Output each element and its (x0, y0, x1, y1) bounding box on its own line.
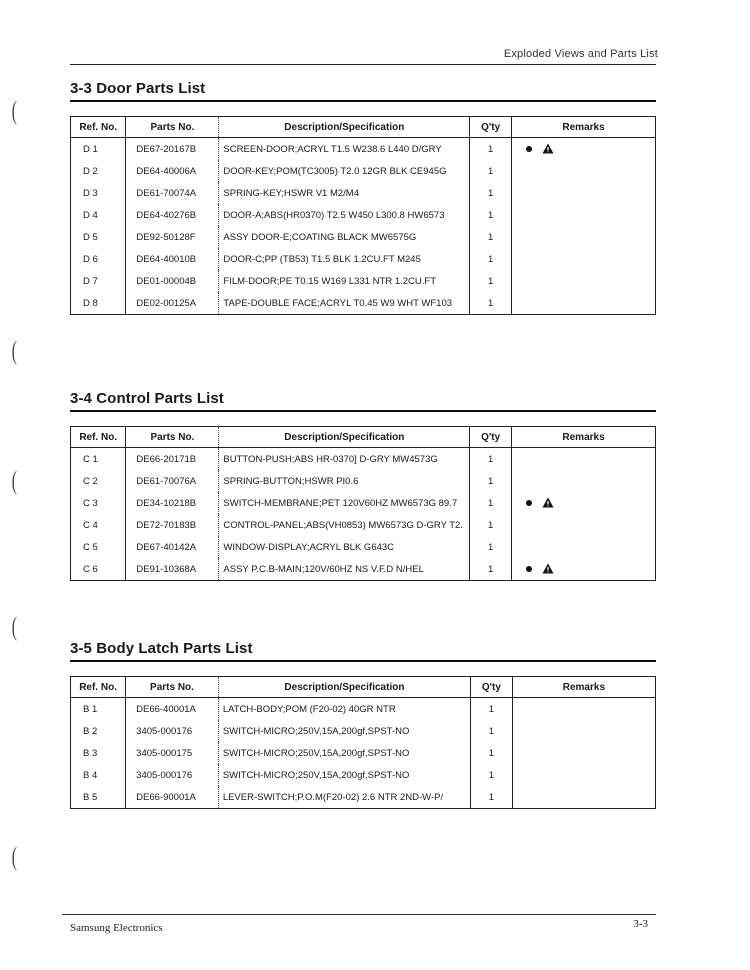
column-header-remarks: Remarks (512, 117, 656, 138)
footer-company: Samsung Electronics (70, 922, 163, 934)
section-control-parts (70, 390, 656, 581)
cell-remarks (512, 492, 656, 514)
cell-ref: D 7 (71, 270, 126, 292)
header-rule (70, 64, 656, 65)
cell-desc: WINDOW-DISPLAY;ACRYL BLK G643C (219, 536, 470, 558)
cell-desc: SPRING-KEY;HSWR V1 M2/M4 (219, 182, 470, 204)
cell-remarks (512, 742, 655, 764)
cell-remarks (512, 720, 655, 742)
table-row (71, 248, 656, 270)
cell-qty: 1 (470, 448, 512, 471)
cell-remarks (512, 138, 656, 161)
cell-ref: B 2 (71, 720, 126, 742)
cell-qty: 1 (471, 720, 513, 742)
binder-hole-mark: ( (11, 612, 17, 641)
column-header-ref: Ref. No. (71, 117, 126, 138)
cell-desc: SWITCH-MICRO;250V,15A,200gf,SPST-NO (218, 764, 470, 786)
cell-desc: LATCH-BODY;POM (F20-02) 40GR NTR (218, 698, 470, 721)
warning-icon (542, 143, 554, 154)
cell-ref: D 2 (71, 160, 126, 182)
cell-qty: 1 (471, 786, 513, 809)
cell-remarks (512, 536, 656, 558)
cell-part: DE92-50128F (126, 226, 219, 248)
cell-part: DE91-10368A (126, 558, 219, 581)
table-row (71, 764, 656, 786)
cell-ref: C 5 (71, 536, 126, 558)
table-row (71, 182, 656, 204)
table-row (71, 492, 656, 514)
cell-qty: 1 (470, 514, 512, 536)
parts-table (70, 676, 656, 809)
binder-hole-mark: ( (11, 466, 17, 495)
table-header-row (71, 677, 656, 698)
cell-part: DE34-10218B (126, 492, 219, 514)
cell-remarks (512, 448, 656, 471)
cell-part: DE66-90001A (126, 786, 219, 809)
section-title: 3-3 Door Parts List (70, 80, 656, 102)
cell-desc: SWITCH-MICRO;250V,15A,200gf,SPST-NO (218, 720, 470, 742)
cell-qty: 1 (470, 536, 512, 558)
cell-remarks (512, 160, 656, 182)
column-header-remarks: Remarks (512, 677, 655, 698)
cell-remarks (512, 558, 656, 581)
column-header-qty: Q'ty (470, 117, 512, 138)
binder-hole-mark: ( (11, 336, 17, 365)
cell-remarks (512, 182, 656, 204)
warning-icon (542, 563, 554, 574)
cell-qty: 1 (470, 138, 512, 161)
table-row (71, 470, 656, 492)
table-row (71, 138, 656, 161)
cell-ref: C 3 (71, 492, 126, 514)
cell-ref: C 6 (71, 558, 126, 581)
cell-qty: 1 (470, 160, 512, 182)
cell-qty: 1 (470, 292, 512, 315)
cell-desc: DOOR-C;PP (TB53) T1.5 BLK 1.2CU.FT M245 (219, 248, 470, 270)
cell-desc: ASSY DOOR-E;COATING BLACK MW6575G (219, 226, 470, 248)
cell-part: DE02-00125A (126, 292, 219, 315)
cell-part: DE61-70076A (126, 470, 219, 492)
cell-part: 3405-000176 (126, 764, 219, 786)
cell-ref: D 3 (71, 182, 126, 204)
cell-qty: 1 (470, 470, 512, 492)
section-body-latch-parts (70, 640, 656, 809)
cell-ref: B 4 (71, 764, 126, 786)
cell-part: DE64-40006A (126, 160, 219, 182)
parts-table (70, 426, 656, 581)
cell-remarks (512, 204, 656, 226)
table-row (71, 226, 656, 248)
cell-ref: C 2 (71, 470, 126, 492)
table-header-row (71, 427, 656, 448)
cell-desc: ASSY P.C.B-MAIN;120V/60HZ NS V.F.D N/HEL (219, 558, 470, 581)
cell-remarks (512, 786, 655, 809)
cell-part: DE66-40001A (126, 698, 219, 721)
table-row (71, 270, 656, 292)
column-header-desc: Description/Specification (219, 427, 470, 448)
column-header-ref: Ref. No. (71, 677, 126, 698)
table-row (71, 742, 656, 764)
column-header-desc: Description/Specification (218, 677, 470, 698)
cell-remarks (512, 248, 656, 270)
column-header-ref: Ref. No. (71, 427, 126, 448)
cell-qty: 1 (470, 204, 512, 226)
binder-hole-mark: ( (11, 96, 17, 125)
column-header-remarks: Remarks (512, 427, 656, 448)
cell-remarks (512, 470, 656, 492)
page-header: Exploded Views and Parts List (503, 48, 658, 60)
parts-table (70, 116, 656, 315)
service-part-dot-icon (526, 500, 532, 506)
cell-desc: FILM-DOOR;PE T0.15 W169 L331 NTR 1.2CU.FT (219, 270, 470, 292)
column-header-qty: Q'ty (471, 677, 513, 698)
cell-ref: D 8 (71, 292, 126, 315)
cell-desc: DOOR-A;ABS(HR0370) T2.5 W450 L300.8 HW6573 (219, 204, 470, 226)
column-header-part: Parts No. (126, 427, 219, 448)
section-title: 3-5 Body Latch Parts List (70, 640, 656, 662)
table-row (71, 786, 656, 809)
table-header-row (71, 117, 656, 138)
table-row (71, 720, 656, 742)
table-row (71, 536, 656, 558)
cell-desc: CONTROL-PANEL;ABS(VH0853) MW6573G D-GRY T2. (219, 514, 470, 536)
table-row (71, 292, 656, 315)
binder-hole-mark: ( (11, 842, 17, 871)
cell-ref: D 6 (71, 248, 126, 270)
warning-icon (542, 497, 554, 508)
cell-ref: B 1 (71, 698, 126, 721)
cell-remarks (512, 292, 656, 315)
service-part-dot-icon (526, 146, 532, 152)
cell-part: 3405-000175 (126, 742, 219, 764)
cell-qty: 1 (470, 182, 512, 204)
cell-part: DE67-20167B (126, 138, 219, 161)
table-row (71, 558, 656, 581)
cell-qty: 1 (470, 226, 512, 248)
cell-qty: 1 (470, 492, 512, 514)
cell-part: DE66-20171B (126, 448, 219, 471)
column-header-part: Parts No. (126, 117, 219, 138)
cell-remarks (512, 698, 655, 721)
cell-ref: B 5 (71, 786, 126, 809)
cell-ref: D 4 (71, 204, 126, 226)
cell-ref: B 3 (71, 742, 126, 764)
column-header-desc: Description/Specification (219, 117, 470, 138)
cell-remarks (512, 270, 656, 292)
cell-remarks (512, 226, 656, 248)
cell-desc: LEVER-SWITCH;P.O.M(F20-02) 2.6 NTR 2ND-W-P/ (218, 786, 470, 809)
column-header-qty: Q'ty (470, 427, 512, 448)
section-door-parts (70, 80, 656, 315)
section-title: 3-4 Control Parts List (70, 390, 656, 412)
cell-desc: TAPE-DOUBLE FACE;ACRYL T0.45 W9 WHT WF103 (219, 292, 470, 315)
table-row (71, 448, 656, 471)
service-part-dot-icon (526, 566, 532, 572)
cell-qty: 1 (471, 764, 513, 786)
table-row (71, 204, 656, 226)
cell-ref: C 1 (71, 448, 126, 471)
column-header-part: Parts No. (126, 677, 219, 698)
cell-part: DE64-40010B (126, 248, 219, 270)
footer-rule (62, 914, 656, 915)
cell-part: DE61-70074A (126, 182, 219, 204)
cell-desc: SCREEN-DOOR;ACRYL T1.5 W238.6 L440 D/GRY (219, 138, 470, 161)
table-row (71, 698, 656, 721)
cell-desc: SWITCH-MICRO;250V,15A,200gf,SPST-NO (218, 742, 470, 764)
cell-qty: 1 (471, 742, 513, 764)
cell-part: DE72-70183B (126, 514, 219, 536)
cell-part: DE67-40142A (126, 536, 219, 558)
cell-qty: 1 (471, 698, 513, 721)
cell-desc: DOOR-KEY;POM(TC3005) T2.0 12GR BLK CE945G (219, 160, 470, 182)
cell-ref: C 4 (71, 514, 126, 536)
table-row (71, 160, 656, 182)
table-row (71, 514, 656, 536)
cell-qty: 1 (470, 248, 512, 270)
cell-qty: 1 (470, 558, 512, 581)
cell-desc: BUTTON-PUSH;ABS HR-0370] D-GRY MW4573G (219, 448, 470, 471)
cell-ref: D 5 (71, 226, 126, 248)
cell-desc: SPRING-BUTTON;HSWR PI0.6 (219, 470, 470, 492)
cell-part: DE01-00004B (126, 270, 219, 292)
cell-desc: SWITCH-MEMBRANE;PET 120V60HZ MW6573G 89.7 (219, 492, 470, 514)
cell-part: DE64-40276B (126, 204, 219, 226)
page-number: 3-3 (633, 918, 648, 930)
cell-ref: D 1 (71, 138, 126, 161)
cell-remarks (512, 514, 656, 536)
cell-remarks (512, 764, 655, 786)
cell-part: 3405-000176 (126, 720, 219, 742)
cell-qty: 1 (470, 270, 512, 292)
